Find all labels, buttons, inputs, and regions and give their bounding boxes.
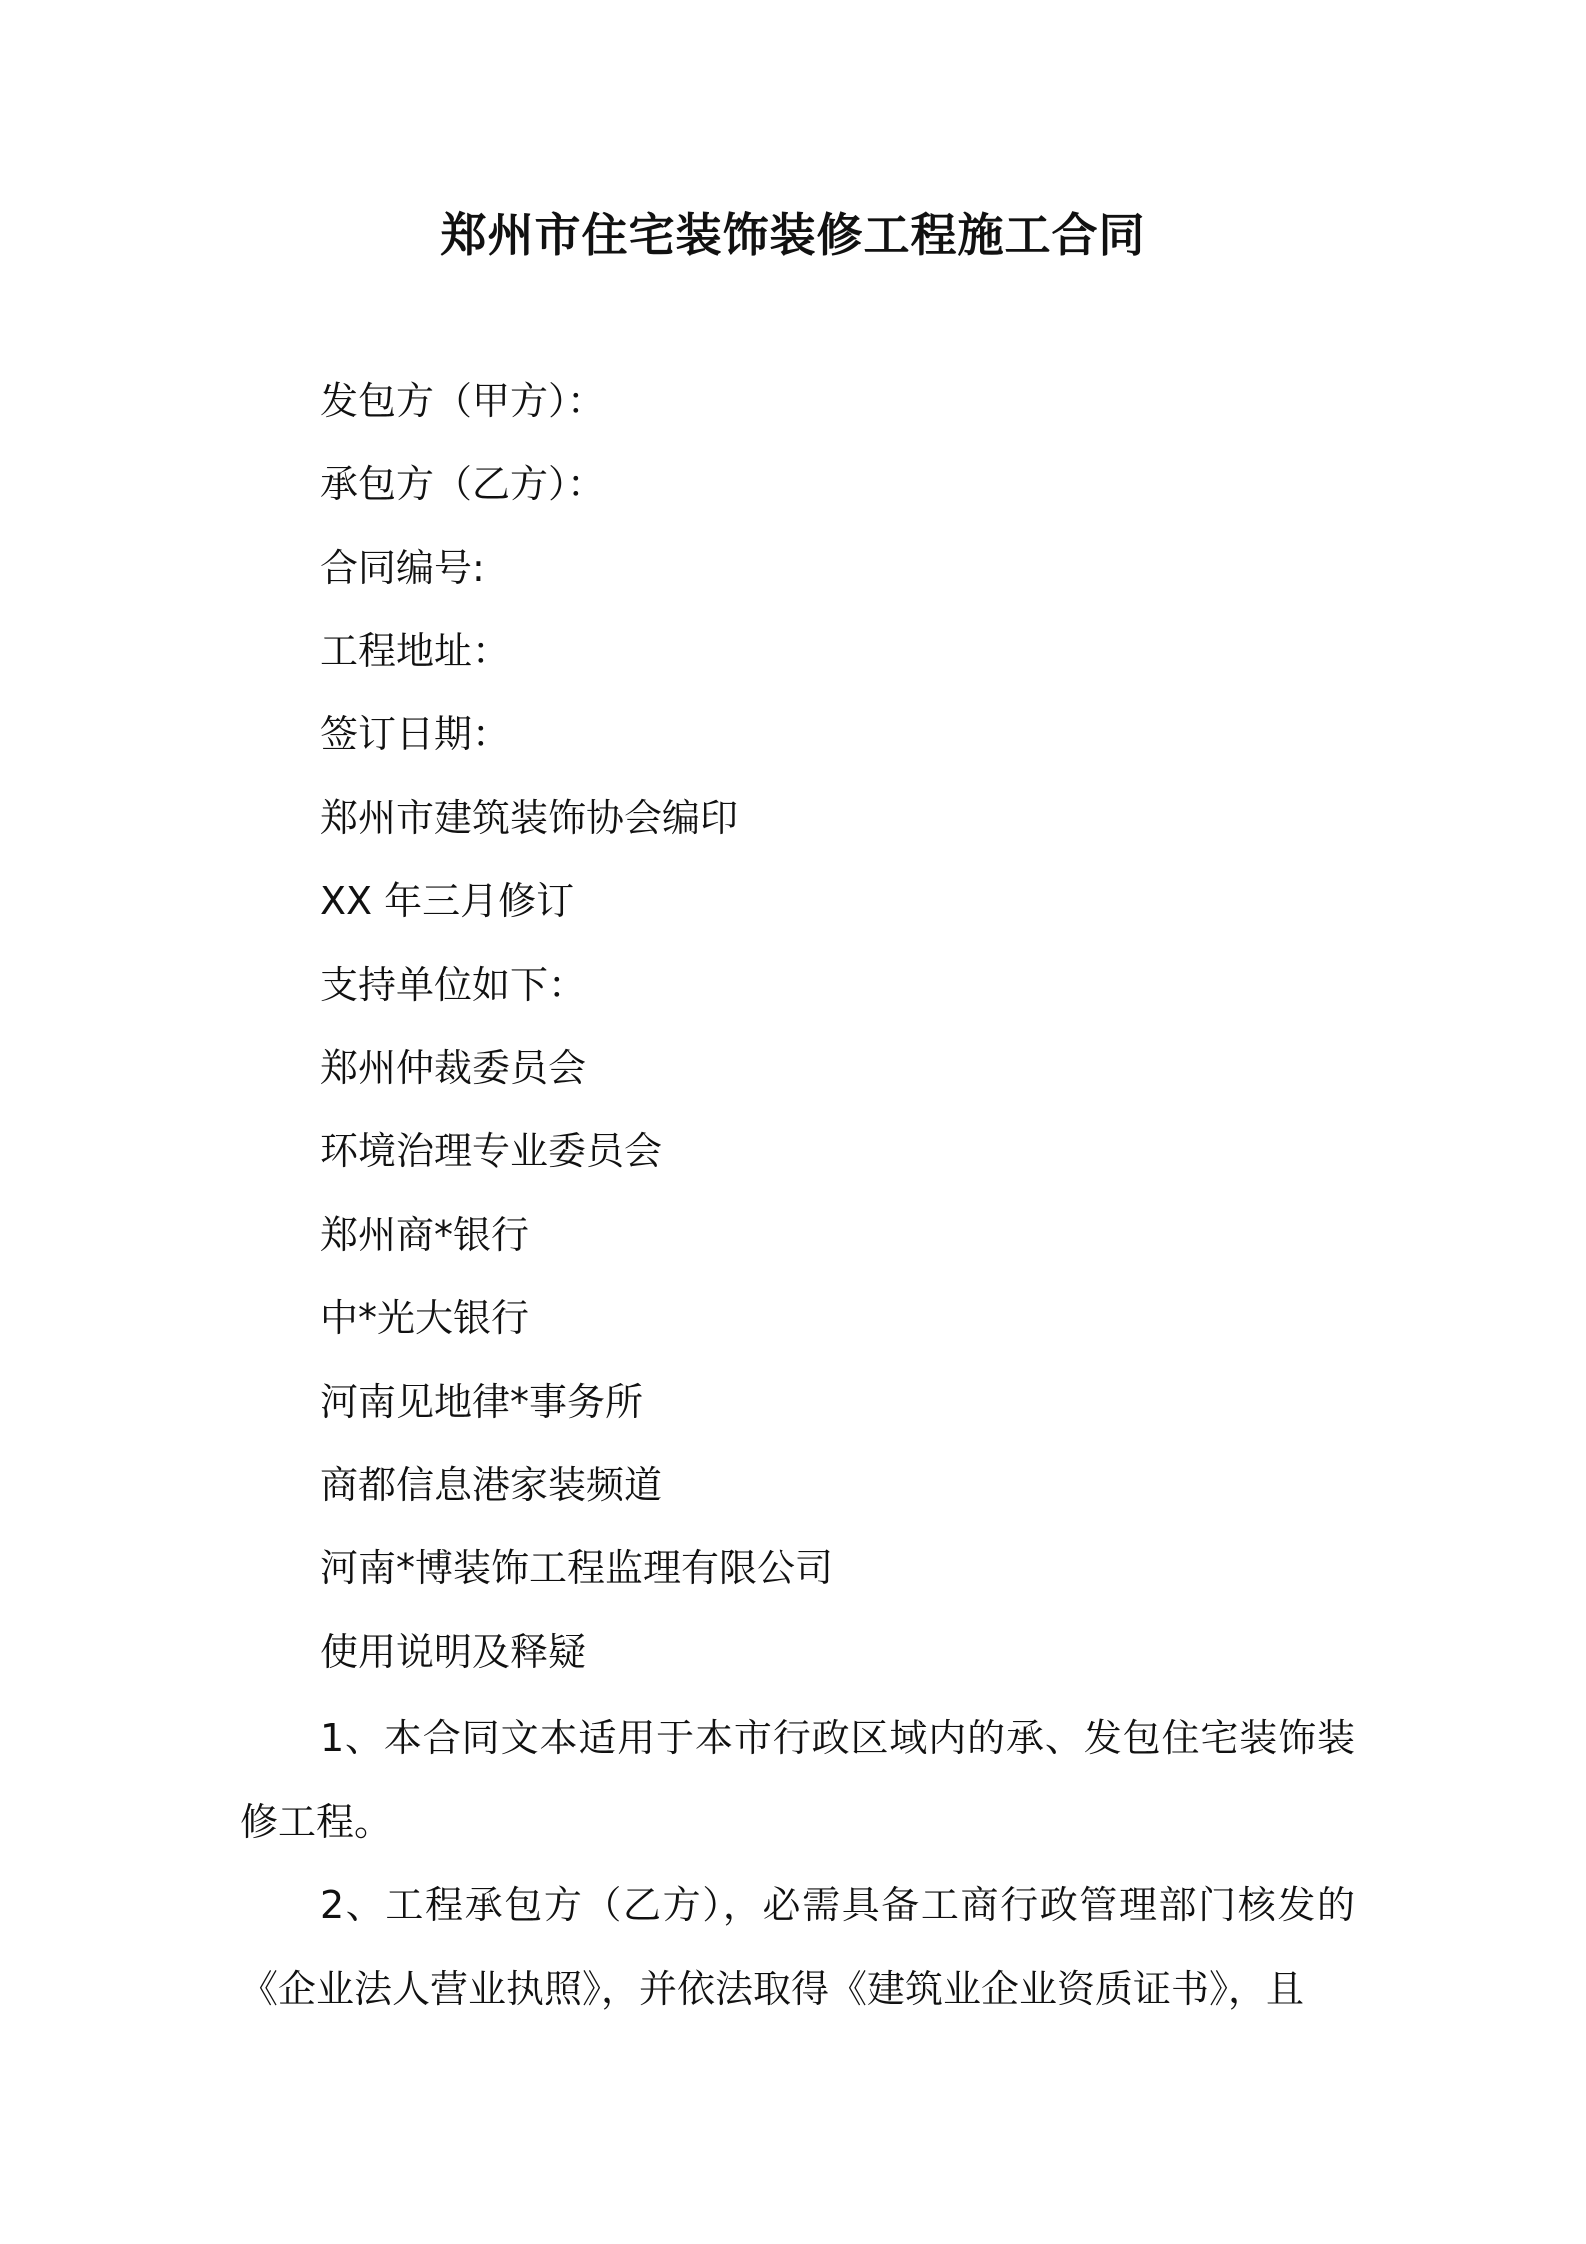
instruction-paragraph-2: 2、工程承包方（乙方），必需具备工商行政管理部门核发的《企业法人营业执照》，并依法取得《建筑业企业资质证书》，且 [240,1883,1355,2011]
document-title: 郑州市住宅装饰装修工程施工合同 [440,208,1146,262]
field-party-a: 发包方（甲方）： [320,379,606,423]
revision-line: XX 年三月修订 [320,879,575,923]
supporter-item: 河南见地律*事务所 [320,1380,644,1424]
field-party-b: 承包方（乙方）： [320,462,606,506]
field-contract-number: 合同编号: [320,546,485,590]
field-signing-date: 签订日期： [320,712,511,756]
publisher-line: 郑州市建筑装饰协会编印 [320,796,739,840]
supporter-item: 郑州商*银行 [320,1213,530,1257]
instruction-paragraph-1: 1、本合同文本适用于本市行政区域内的承、发包住宅装饰装修工程。 [240,1716,1355,1844]
supporter-item: 郑州仲裁委员会 [320,1046,587,1090]
supporter-item: 河南*博装饰工程监理有限公司 [320,1546,834,1590]
supporter-item: 商都信息港家装频道 [320,1463,663,1507]
supporters-heading: 支持单位如下： [320,963,587,1007]
supporter-item: 环境治理专业委员会 [320,1129,663,1173]
instructions-heading: 使用说明及释疑 [320,1630,587,1674]
field-project-address: 工程地址： [320,629,511,673]
supporter-item: 中*光大银行 [320,1296,530,1340]
